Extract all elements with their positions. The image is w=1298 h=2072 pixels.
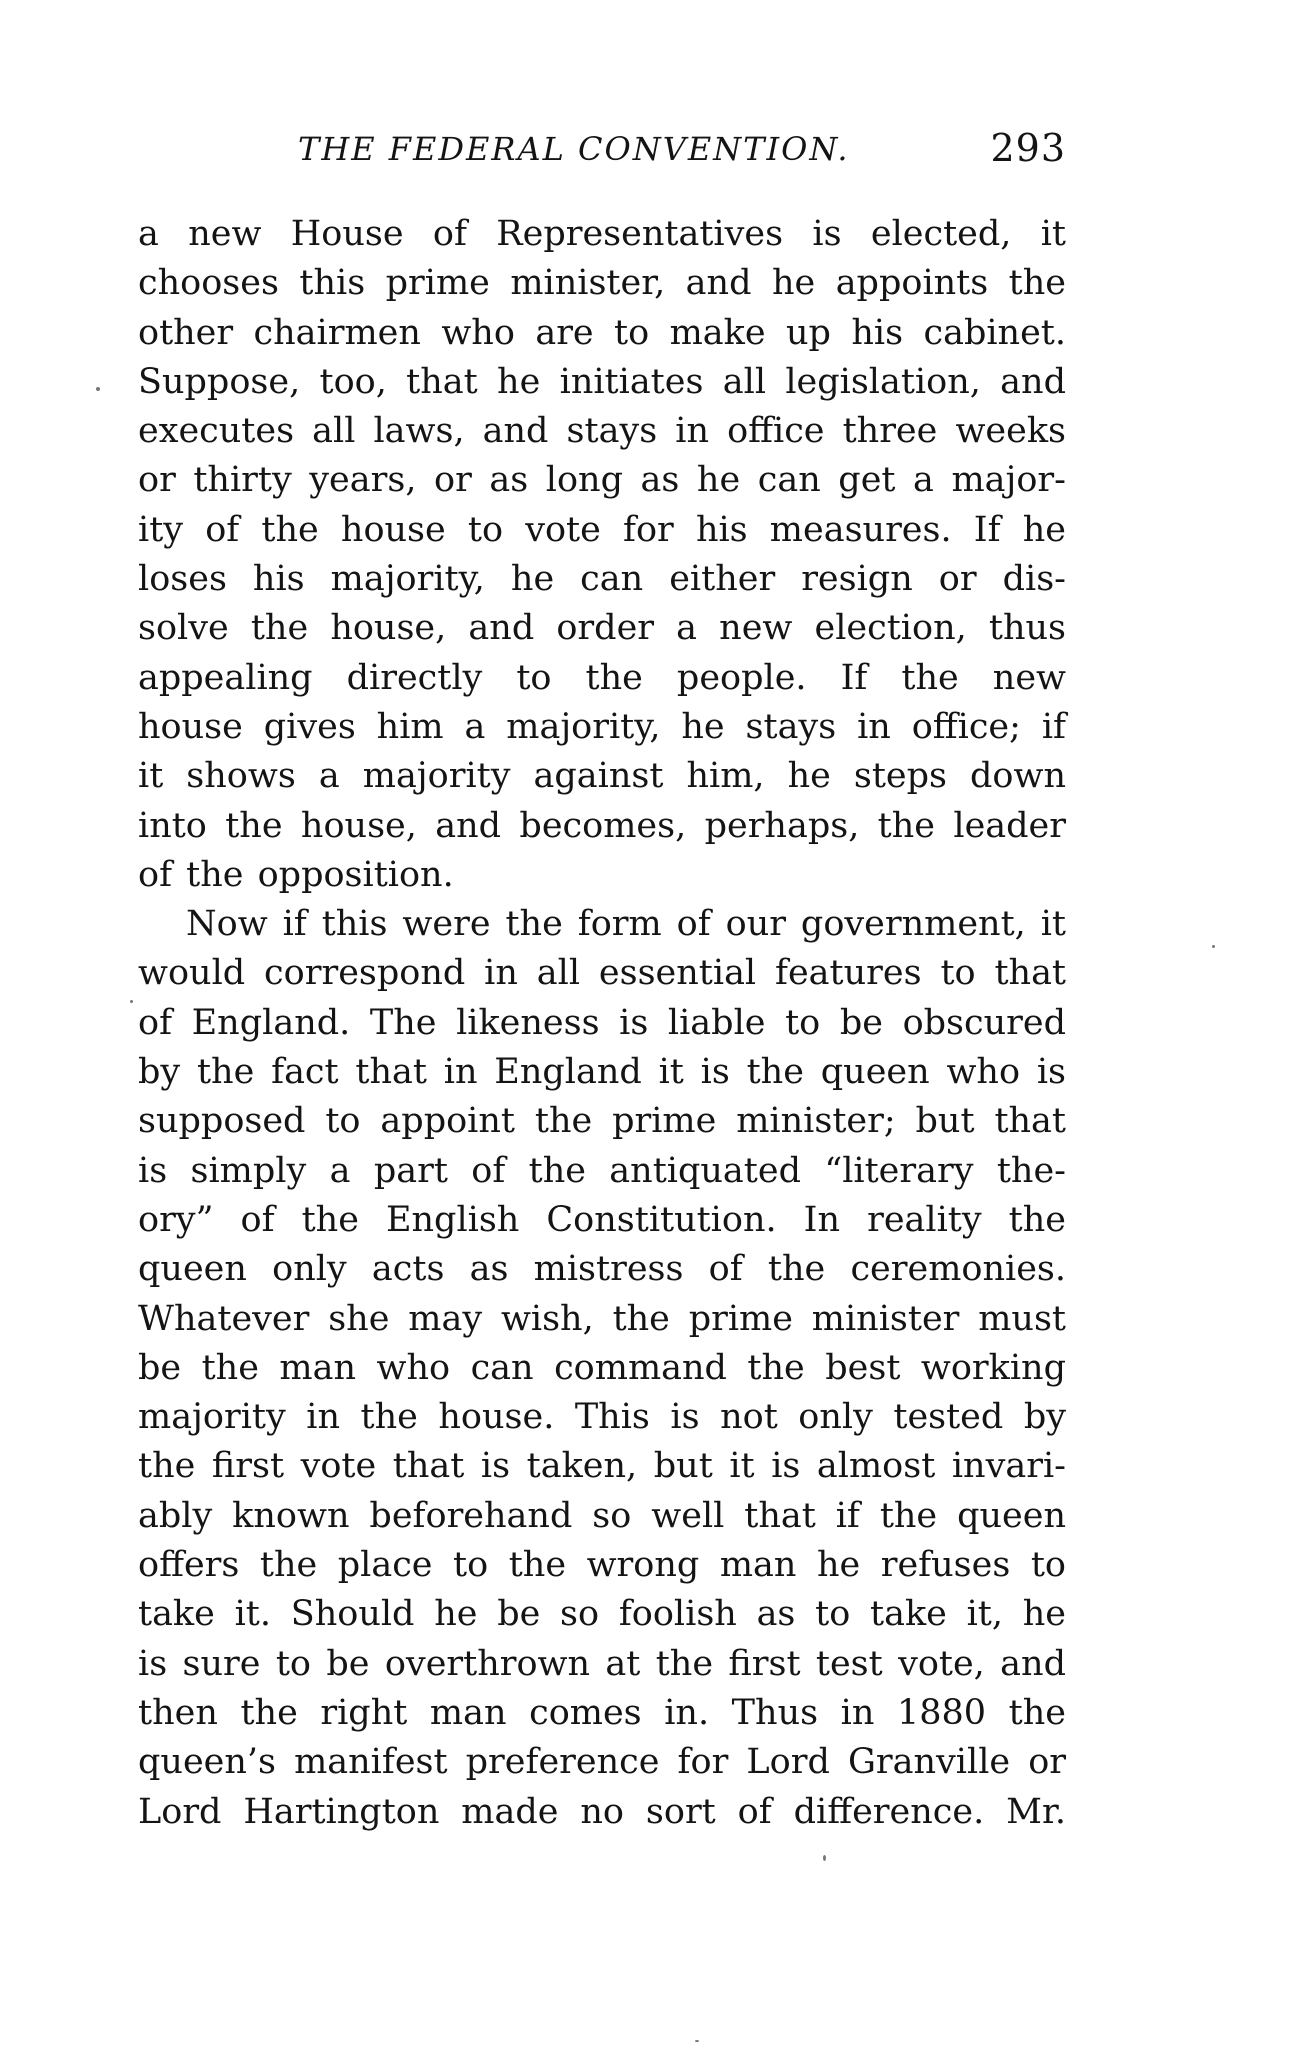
paragraph-1: [138, 210, 1066, 900]
paper-speck: [823, 1855, 826, 1861]
text-line: loses his majority, he can either resign or dis-: [138, 559, 1066, 600]
text-line: executes all laws, and stays in office three weeks: [138, 411, 1066, 452]
text-line: supposed to appoint the prime minister; but that: [138, 1101, 1066, 1142]
text-line: other chairmen who are to make up his cabinet.: [138, 312, 1066, 353]
text-line: of the opposition.: [138, 854, 454, 895]
text-line: into the house, and becomes, perhaps, the leader: [138, 805, 1066, 846]
text-line: by the fact that in England it is the queen who is: [138, 1052, 1066, 1093]
text-line: offers the place to the wrong man he refuses to: [138, 1545, 1066, 1586]
text-line: take it. Should he be so foolish as to take it, he: [138, 1594, 1066, 1635]
running-head: [138, 126, 1066, 182]
text-line: majority in the house. This is not only tested by: [138, 1397, 1066, 1438]
text-line: queen’s manifest preference for Lord Granville or: [138, 1742, 1066, 1783]
text-line: appealing directly to the people. If the new: [138, 657, 1066, 698]
text-line: house gives him a majority, he stays in office; if: [138, 706, 1066, 747]
text-line: or thirty years, or as long as he can get a major-: [138, 460, 1066, 501]
page-number: 293: [990, 126, 1066, 170]
text-line: Suppose, too, that he initiates all legislation, and: [138, 361, 1066, 402]
text-line: Whatever she may wish, the prime minister must: [138, 1298, 1066, 1339]
text-line: ory” of the English Constitution. In reality the: [138, 1199, 1066, 1240]
text-line: Now if this were the form of our government, it: [186, 904, 1066, 945]
text-line: ity of the house to vote for his measures. If he: [138, 509, 1066, 550]
text-line: ably known beforehand so well that if the queen: [138, 1495, 1066, 1536]
text-line: of England. The likeness is liable to be obscured: [138, 1002, 1066, 1043]
text-line: then the right man comes in. Thus in 1880 the: [138, 1692, 1066, 1733]
text-line: would correspond in all essential features to that: [138, 953, 1066, 994]
running-title: THE FEDERAL CONVENTION.: [298, 130, 850, 168]
paper-speck: [1212, 945, 1215, 948]
text-line: the first vote that is taken, but it is almost invari-: [138, 1446, 1066, 1487]
text-line: is simply a part of the antiquated “literary the-: [138, 1150, 1066, 1191]
text-line: is sure to be overthrown at the first test vote, and: [138, 1643, 1066, 1684]
paper-speck: [695, 2040, 699, 2042]
body-text: [138, 210, 1066, 1837]
paper-speck: [96, 387, 100, 391]
text-line: a new House of Representatives is elected, it: [138, 214, 1066, 254]
text-line: chooses this prime minister, and he appoints the: [138, 263, 1066, 304]
paragraph-2: [138, 900, 1066, 1837]
text-line: queen only acts as mistress of the ceremonies.: [138, 1249, 1066, 1290]
text-line: it shows a majority against him, he steps down: [138, 756, 1066, 797]
text-line: Lord Hartington made no sort of difference. Mr.: [138, 1791, 1066, 1832]
text-line: be the man who can command the best working: [138, 1347, 1066, 1388]
text-line: solve the house, and order a new election, thus: [138, 608, 1066, 649]
paper-speck: [130, 1000, 133, 1003]
